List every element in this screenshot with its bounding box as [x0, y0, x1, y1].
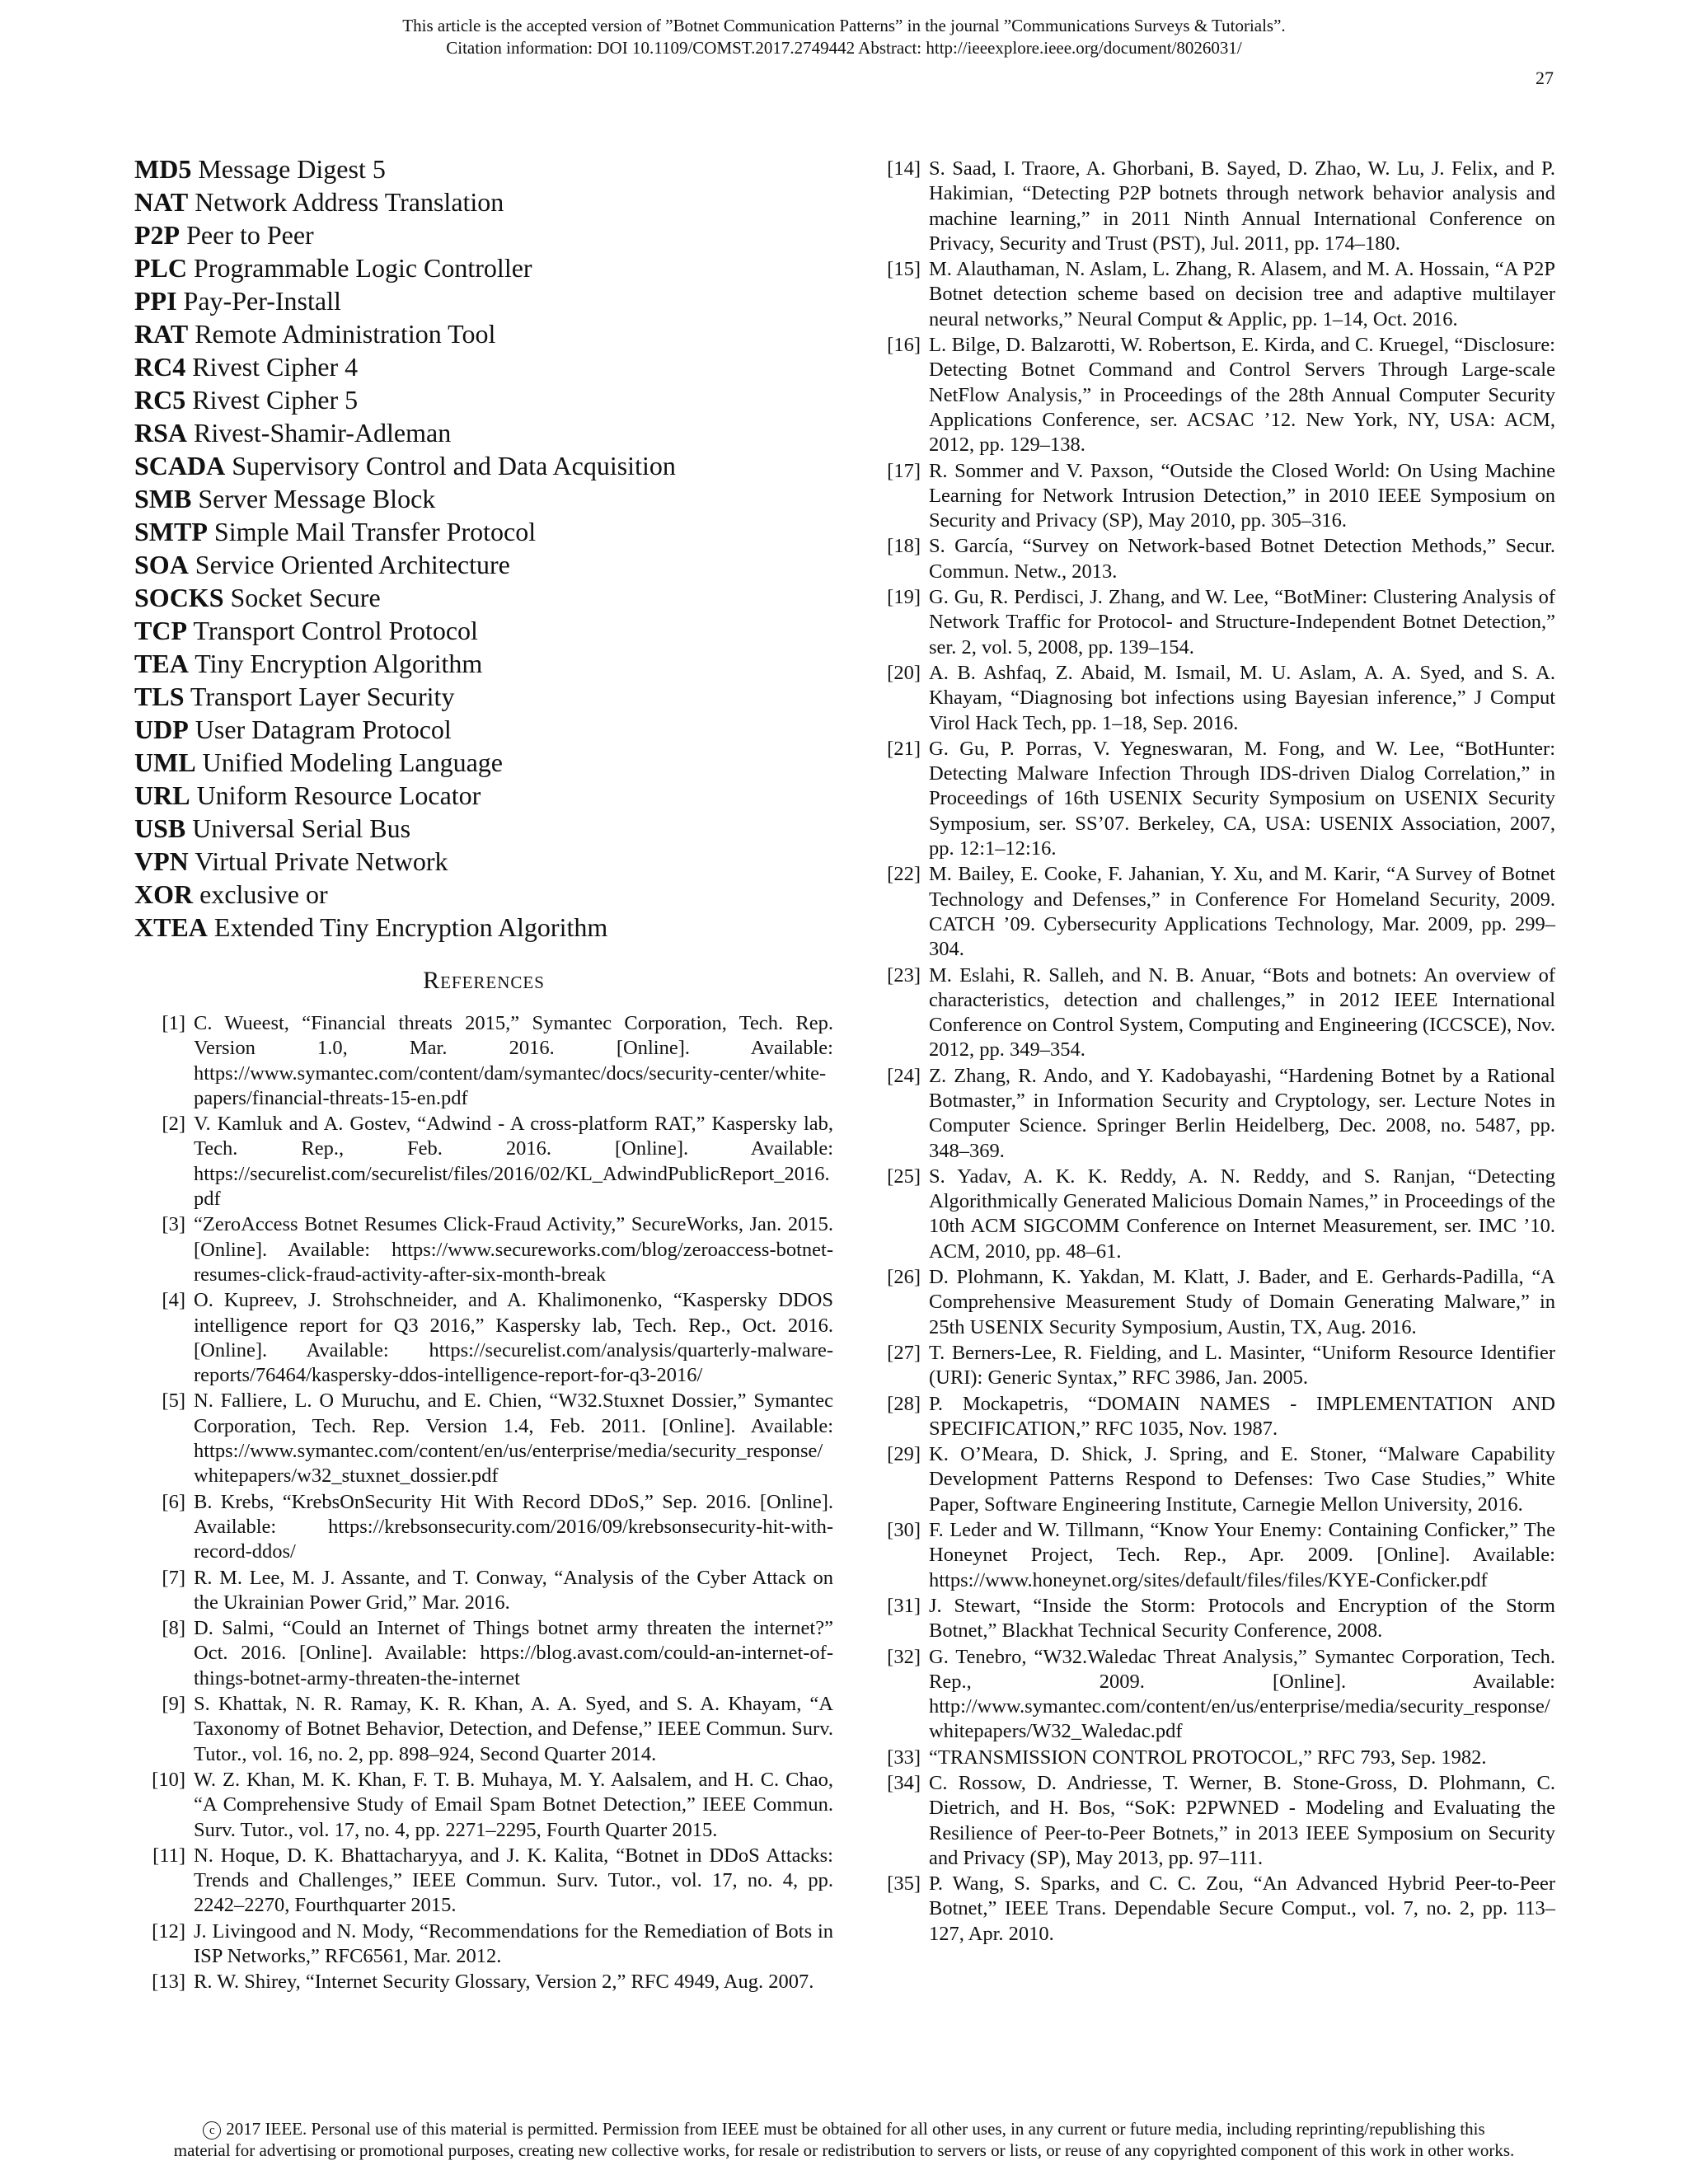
- reference-item: [134, 1112, 833, 1212]
- reference-item: [870, 534, 1555, 584]
- reference-number: [12]: [152, 1919, 185, 1943]
- reference-text: K. O’Meara, D. Shick, J. Spring, and E. Stoner, “Malware Capability Development Patterns Respond to Defenses: Two Case Studies,” White Paper, Software Engineering Institute, Carnegie Mellon University, 2016.: [929, 1443, 1555, 1516]
- acronym-entry: [134, 614, 833, 647]
- footer-line-2: material for advertising or promotional purposes, creating new collective works, for resale or redistribution to servers or lists, or reuse of any copyrighted component of this work in other works.: [173, 2140, 1515, 2160]
- reference-item: [870, 1442, 1555, 1517]
- reference-text: S. Yadav, A. K. K. Reddy, A. N. Reddy, and S. Ranjan, “Detecting Algorithmically Generated Malicious Domain Names,” in Proceedings of the 10th ACM SIGCOMM Conference on Internet Measurement, ser. IMC ’10. ACM, 2010, pp. 48–61.: [929, 1165, 1555, 1263]
- acronym-definition: Uniform Resource Locator: [196, 780, 481, 810]
- acronym-abbr: TLS: [134, 682, 185, 711]
- reference-item: [134, 1389, 833, 1488]
- acronym-entry: [134, 416, 833, 449]
- acronym-entry: [134, 713, 833, 746]
- reference-item: [134, 1566, 833, 1616]
- acronym-definition: Programmable Logic Controller: [194, 253, 532, 283]
- page-header: [0, 15, 1688, 59]
- reference-item: [870, 459, 1555, 534]
- reference-number: [9]: [162, 1693, 185, 1716]
- reference-text: V. Kamluk and A. Gostev, “Adwind - A cross-platform RAT,” Kaspersky lab, Tech. Rep., Feb. 2016. [Online]. Available: https://securelist.com/securelist/files/2016/02/KL_AdwindPublicReport_2016.pdf: [194, 1113, 833, 1211]
- reference-text: “ZeroAccess Botnet Resumes Click-Fraud Activity,” SecureWorks, Jan. 2015. [Online]. Available: https://www.secureworks.com/blog/zeroaccess-botnet-resumes-click-fraud-activity-after-six-month-break: [194, 1213, 833, 1286]
- reference-text: F. Leder and W. Tillmann, “Know Your Enemy: Containing Conficker,” The Honeynet Project, Tech. Rep., Apr. 2009. [Online]. Available: https://www.honeynet.org/sites/default/files/files/KYE-Conficker.pdf: [929, 1519, 1555, 1591]
- page-number: 27: [1536, 68, 1554, 88]
- reference-text: C. Wueest, “Financial threats 2015,” Symantec Corporation, Tech. Rep. Version 1.0, Mar. 2016. [Online]. Available: https://www.symantec.com/content/dam/symantec/docs/security-center/white-papers/financial-threats-15-en.pdf: [194, 1012, 833, 1109]
- reference-text: D. Salmi, “Could an Internet of Things botnet army threaten the internet?” Oct. 2016. [Online]. Available: https://blog.avast.com/could-an-internet-of-things-botnet-army-threaten-the-internet: [194, 1617, 833, 1690]
- reference-text: N. Hoque, D. K. Bhattacharyya, and J. K. Kalita, “Botnet in DDoS Attacks: Trends and Challenges,” IEEE Commun. Surv. Tutor., vol. 17, no. 4, pp. 2242–2270, Fourthquarter 2015.: [194, 1844, 833, 1917]
- acronym-abbr: URL: [134, 780, 190, 810]
- reference-text: S. Saad, I. Traore, A. Ghorbani, B. Sayed, D. Zhao, W. Lu, J. Felix, and P. Hakimian, “Detecting P2P botnets through network behavior analysis and machine learning,” in 2011 Ninth Annual International Conference on Privacy, Security and Trust (PST), Jul. 2011, pp. 174–180.: [929, 157, 1555, 255]
- references-title: References: [423, 967, 545, 994]
- reference-number: [25]: [887, 1165, 921, 1188]
- reference-number: [10]: [152, 1768, 185, 1791]
- reference-item: [134, 1970, 833, 1994]
- acronym-entry: [134, 317, 833, 350]
- acronym-abbr: TCP: [134, 616, 187, 645]
- reference-item: [134, 1919, 833, 1970]
- reference-number: [18]: [887, 535, 921, 558]
- reference-item: [870, 1518, 1555, 1593]
- acronym-entry: [134, 812, 833, 845]
- reference-number: [34]: [887, 1772, 921, 1794]
- acronym-definition: Remote Administration Tool: [195, 319, 496, 349]
- acronym-definition: Extended Tiny Encryption Algorithm: [213, 912, 608, 942]
- reference-item: [134, 1288, 833, 1388]
- reference-number: [2]: [162, 1113, 185, 1136]
- reference-item: [870, 333, 1555, 457]
- acronym-abbr: TEA: [134, 649, 189, 678]
- reference-number: [19]: [887, 586, 921, 609]
- acronym-definition: exclusive or: [199, 879, 328, 909]
- acronym-definition: Network Address Translation: [195, 187, 504, 217]
- acronym-definition: Pay-Per-Install: [183, 286, 341, 316]
- acronym-abbr: XOR: [134, 879, 194, 909]
- acronym-definition: Universal Serial Bus: [192, 813, 411, 843]
- right-column: [870, 157, 1555, 1947]
- reference-item: [870, 963, 1555, 1063]
- reference-text: J. Livingood and N. Mody, “Recommendations for the Remediation of Bots in ISP Networks,” RFC6561, Mar. 2012.: [194, 1919, 833, 1967]
- acronym-abbr: RC4: [134, 352, 186, 382]
- references-list-left: [134, 1011, 833, 1995]
- reference-item: [870, 157, 1555, 256]
- acronym-abbr: UDP: [134, 715, 189, 744]
- acronym-definition: Rivest Cipher 4: [192, 352, 359, 382]
- acronym-entry: [134, 845, 833, 878]
- acronym-definition: Service Oriented Architecture: [195, 550, 510, 579]
- acronym-abbr: PPI: [134, 286, 177, 316]
- references-list-right: [870, 157, 1555, 1947]
- acronym-entry: [134, 581, 833, 614]
- acronym-abbr: SCADA: [134, 451, 226, 480]
- reference-item: [134, 1616, 833, 1691]
- reference-text: G. Gu, P. Porras, V. Yegneswaran, M. Fong, and W. Lee, “BotHunter: Detecting Malware Infection Through IDS-driven Dialog Correlation,” in Proceedings of 16th USENIX Security Symposium on USENIX Security Symposium, ser. SS’07. Berkeley, CA, USA: USENIX Association, 2007, pp. 12:1–12:16.: [929, 737, 1555, 860]
- reference-number: [30]: [887, 1519, 921, 1542]
- acronym-definition: Rivest-Shamir-Adleman: [194, 418, 452, 448]
- reference-number: [26]: [887, 1266, 921, 1289]
- reference-text: Z. Zhang, R. Ando, and Y. Kadobayashi, “Hardening Botnet by a Rational Botmaster,” in Information Security and Cryptology, ser. Lecture Notes in Computer Science. Springer Berlin Heidelberg, Dec. 2008, no. 5487, pp. 348–369.: [929, 1064, 1555, 1162]
- reference-item: [870, 257, 1555, 332]
- acronym-entry: [134, 515, 833, 548]
- acronym-entry: [134, 383, 833, 416]
- reference-item: [870, 1645, 1555, 1745]
- reference-number: [31]: [887, 1594, 921, 1617]
- acronym-definition: Transport Layer Security: [190, 682, 455, 711]
- reference-text: P. Mockapetris, “DOMAIN NAMES - IMPLEMENTATION AND SPECIFICATION,” RFC 1035, Nov. 1987.: [929, 1392, 1555, 1440]
- acronym-definition: Tiny Encryption Algorithm: [195, 649, 483, 678]
- reference-number: [7]: [162, 1566, 185, 1589]
- reference-number: [29]: [887, 1443, 921, 1466]
- reference-number: [20]: [887, 661, 921, 684]
- reference-text: G. Tenebro, “W32.Waledac Threat Analysis,” Symantec Corporation, Tech. Rep., 2009. [Online]. Available: http://www.symantec.com/content/en/us/enterprise/media/security_response/whitepapers/W32_Waledac.pdf: [929, 1645, 1555, 1743]
- reference-text: G. Gu, R. Perdisci, J. Zhang, and W. Lee, “BotMiner: Clustering Analysis of Network Traffic for Protocol- and Structure-Independent Botnet Detection,” ser. 2, vol. 5, 2008, pp. 139–154.: [929, 586, 1555, 658]
- reference-item: [134, 1011, 833, 1111]
- acronym-entry: [134, 911, 833, 944]
- left-column: [134, 152, 833, 1996]
- reference-number: [16]: [887, 334, 921, 357]
- reference-item: [870, 1594, 1555, 1644]
- reference-text: P. Wang, S. Sparks, and C. C. Zou, “An Advanced Hybrid Peer-to-Peer Botnet,” IEEE Trans. Dependable Secure Comput., vol. 7, no. 2, pp. 113–127, Apr. 2010.: [929, 1872, 1555, 1945]
- acronym-entry: [134, 878, 833, 911]
- acronym-abbr: SOCKS: [134, 583, 224, 612]
- reference-item: [870, 1064, 1555, 1164]
- reference-item: [870, 1771, 1555, 1871]
- reference-text: R. W. Shirey, “Internet Security Glossary, Version 2,” RFC 4949, Aug. 2007.: [194, 1971, 814, 1994]
- acronym-definition: Rivest Cipher 5: [192, 385, 359, 415]
- reference-number: [6]: [162, 1490, 185, 1513]
- acronym-entry: [134, 482, 833, 515]
- acronym-abbr: MD5: [134, 154, 192, 184]
- acronym-abbr: SMB: [134, 484, 192, 513]
- acronym-abbr: RSA: [134, 418, 188, 448]
- reference-item: [134, 1490, 833, 1565]
- reference-item: [870, 1265, 1555, 1340]
- reference-number: [8]: [162, 1617, 185, 1640]
- acronym-entry: [134, 680, 833, 713]
- reference-item: [134, 1692, 833, 1767]
- reference-text: L. Bilge, D. Balzarotti, W. Robertson, E. Kirda, and C. Kruegel, “Disclosure: Detecting Botnet Command and Control Servers Through Large-scale NetFlow Analysis,” in Proceedings of the 28th Annual Computer Security Applications Conference, ser. ACSAC ’12. New York, NY, USA: ACM, 2012, pp. 129–138.: [929, 334, 1555, 457]
- reference-text: C. Rossow, D. Andriesse, T. Werner, B. Stone-Gross, D. Plohmann, C. Dietrich, and H. Bos, “SoK: P2PWNED - Modeling and Evaluating the Resilience of Peer-to-Peer Botnets,” in 2013 IEEE Symposium on Security and Privacy (SP), May 2013, pp. 97–111.: [929, 1772, 1555, 1869]
- reference-text: M. Alauthaman, N. Aslam, L. Zhang, R. Alasem, and M. A. Hossain, “A P2P Botnet detection scheme based on decision tree and adaptive multilayer neural networks,” Neural Comput & Applic, pp. 1–14, Oct. 2016.: [929, 258, 1555, 330]
- acronym-definition: User Datagram Protocol: [195, 715, 452, 744]
- reference-item: [870, 1746, 1555, 1770]
- acronym-definition: Transport Control Protocol: [193, 616, 478, 645]
- acronym-definition: Peer to Peer: [186, 220, 314, 250]
- reference-number: [14]: [887, 157, 921, 180]
- reference-text: “TRANSMISSION CONTROL PROTOCOL,” RFC 793, Sep. 1982.: [929, 1746, 1487, 1769]
- header-line-1: This article is the accepted version of ”Botnet Communication Patterns” in the journal ”Communications Surveys & Tutorials”.: [402, 16, 1286, 35]
- acronym-abbr: USB: [134, 813, 186, 843]
- acronym-abbr: NAT: [134, 187, 189, 217]
- reference-number: [32]: [887, 1645, 921, 1668]
- reference-number: [35]: [887, 1872, 921, 1896]
- reference-item: [134, 1768, 833, 1843]
- reference-text: N. Falliere, L. O Muruchu, and E. Chien, “W32.Stuxnet Dossier,” Symantec Corporation, Tech. Rep. Version 1.4, Feb. 2011. [Online]. Available: https://www.symantec.com/content/en/us/enterprise/media/security_response/whitepapers/w32_stuxnet_dossier.pdf: [194, 1390, 833, 1488]
- reference-text: S. Khattak, N. R. Ramay, K. R. Khan, A. A. Syed, and S. A. Khayam, “A Taxonomy of Botnet Behavior, Detection, and Defense,” IEEE Commun. Surv. Tutor., vol. 16, no. 2, pp. 898–924, Second Quarter 2014.: [194, 1693, 833, 1765]
- acronym-definition: Socket Secure: [230, 583, 381, 612]
- reference-number: [28]: [887, 1392, 921, 1415]
- acronym-abbr: UML: [134, 748, 196, 777]
- acronym-entry: [134, 548, 833, 581]
- reference-number: [27]: [887, 1341, 921, 1364]
- acronym-list: [134, 152, 833, 944]
- acronym-entry: [134, 449, 833, 482]
- acronym-definition: Supervisory Control and Data Acquisition: [232, 451, 676, 480]
- acronym-abbr: XTEA: [134, 912, 208, 942]
- reference-number: [1]: [162, 1012, 185, 1034]
- acronym-entry: [134, 647, 833, 680]
- reference-item: [870, 1165, 1555, 1264]
- reference-text: W. Z. Khan, M. K. Khan, F. T. B. Muhaya, M. Y. Aalsalem, and H. C. Chao, “A Comprehensive Study of Email Spam Botnet Detection,” IEEE Commun. Surv. Tutor., vol. 17, no. 4, pp. 2271–2295, Fourth Quarter 2015.: [194, 1768, 833, 1841]
- acronym-abbr: VPN: [134, 846, 189, 876]
- acronym-entry: [134, 152, 833, 185]
- reference-text: D. Plohmann, K. Yakdan, M. Klatt, J. Bader, and E. Gerhards-Padilla, “A Comprehensive Measurement Study of Domain Generating Malware,” in 25th USENIX Security Symposium, Austin, TX, Aug. 2016.: [929, 1266, 1555, 1338]
- acronym-abbr: P2P: [134, 220, 181, 250]
- reference-item: [870, 661, 1555, 736]
- acronym-abbr: RAT: [134, 319, 189, 349]
- reference-text: R. M. Lee, M. J. Assante, and T. Conway, “Analysis of the Cyber Attack on the Ukrainian Power Grid,” Mar. 2016.: [194, 1566, 833, 1614]
- reference-item: [134, 1844, 833, 1919]
- reference-text: T. Berners-Lee, R. Fielding, and L. Masinter, “Uniform Resource Identifier (URI): Generic Syntax,” RFC 3986, Jan. 2005.: [929, 1341, 1555, 1390]
- reference-number: [13]: [152, 1971, 185, 1994]
- acronym-abbr: SMTP: [134, 517, 208, 546]
- header-line-2: Citation information: DOI 10.1109/COMST.2017.2749442 Abstract: http://ieeexplore.ieee.org/document/8026031/: [446, 38, 1242, 58]
- acronym-definition: Server Message Block: [198, 484, 436, 513]
- reference-text: B. Krebs, “KrebsOnSecurity Hit With Record DDoS,” Sep. 2016. [Online]. Available: https://krebsonsecurity.com/2016/09/krebsonsecurity-hit-with-record-ddos/: [194, 1490, 833, 1563]
- reference-text: M. Eslahi, R. Salleh, and N. B. Anuar, “Bots and botnets: An overview of characteristics, detection and challenges,” in 2012 IEEE International Conference on Control System, Computing and Engineering (ICCSCE), Nov. 2012, pp. 349–354.: [929, 963, 1555, 1062]
- acronym-entry: [134, 284, 833, 317]
- footer-line-1: 2017 IEEE. Personal use of this material is permitted. Permission from IEEE must be obtained for all other uses, in any current or future media, including reprinting/republishing this: [226, 2118, 1485, 2139]
- acronym-entry: [134, 218, 833, 251]
- reference-number: [5]: [162, 1390, 185, 1413]
- reference-number: [15]: [887, 258, 921, 281]
- reference-item: [870, 862, 1555, 962]
- acronym-abbr: RC5: [134, 385, 186, 415]
- acronym-entry: [134, 779, 833, 812]
- reference-item: [870, 1341, 1555, 1391]
- reference-text: J. Stewart, “Inside the Storm: Protocols and Encryption of the Storm Botnet,” Blackhat Technical Security Conference, 2008.: [929, 1594, 1555, 1643]
- reference-text: M. Bailey, E. Cooke, F. Jahanian, Y. Xu, and M. Karir, “A Survey of Botnet Technology and Defenses,” in Conference For Homeland Security, 2009. CATCH ’09. Cybersecurity Applications Technology, Mar. 2009, pp. 299–304.: [929, 863, 1555, 961]
- acronym-entry: [134, 350, 833, 383]
- acronym-definition: Message Digest 5: [198, 154, 386, 184]
- copyright-icon: c: [203, 2121, 221, 2139]
- reference-number: [17]: [887, 459, 921, 482]
- reference-number: [23]: [887, 963, 921, 987]
- reference-number: [21]: [887, 737, 921, 760]
- reference-text: S. García, “Survey on Network-based Botnet Detection Methods,” Secur. Commun. Netw., 2013.: [929, 535, 1555, 583]
- reference-text: O. Kupreev, J. Strohschneider, and A. Khalimonenko, “Kaspersky DDOS intelligence report for Q3 2016,” Kaspersky lab, Tech. Rep., Oct. 2016. [Online]. Available: https://securelist.com/analysis/quarterly-malware-reports/76464/kaspersky-ddos-intelligence-report-for-q3-2016/: [194, 1289, 833, 1387]
- reference-number: [22]: [887, 863, 921, 886]
- acronym-abbr: PLC: [134, 253, 187, 283]
- reference-item: [134, 1212, 833, 1287]
- reference-number: [3]: [162, 1213, 185, 1236]
- acronym-definition: Virtual Private Network: [195, 846, 448, 876]
- reference-number: [24]: [887, 1064, 921, 1087]
- reference-text: A. B. Ashfaq, Z. Abaid, M. Ismail, M. U. Aslam, A. A. Syed, and S. A. Khayam, “Diagnosing bot infections using Bayesian inference,” J Comput Virol Hack Tech, pp. 1–18, Sep. 2016.: [929, 661, 1555, 734]
- reference-number: [4]: [162, 1289, 185, 1312]
- reference-item: [870, 1872, 1555, 1947]
- reference-number: [33]: [887, 1746, 921, 1769]
- reference-text: R. Sommer and V. Paxson, “Outside the Closed World: On Using Machine Learning for Network Intrusion Detection,” in 2010 IEEE Symposium on Security and Privacy (SP), May 2010, pp. 305–316.: [929, 459, 1555, 532]
- acronym-entry: [134, 185, 833, 218]
- acronym-definition: Unified Modeling Language: [202, 748, 503, 777]
- acronym-abbr: SOA: [134, 550, 189, 579]
- page-footer: [0, 2118, 1688, 2161]
- acronym-entry: [134, 251, 833, 284]
- reference-number: [11]: [152, 1844, 185, 1867]
- reference-item: [870, 737, 1555, 861]
- acronym-entry: [134, 746, 833, 779]
- reference-item: [870, 1392, 1555, 1442]
- reference-item: [870, 585, 1555, 660]
- acronym-definition: Simple Mail Transfer Protocol: [213, 517, 537, 546]
